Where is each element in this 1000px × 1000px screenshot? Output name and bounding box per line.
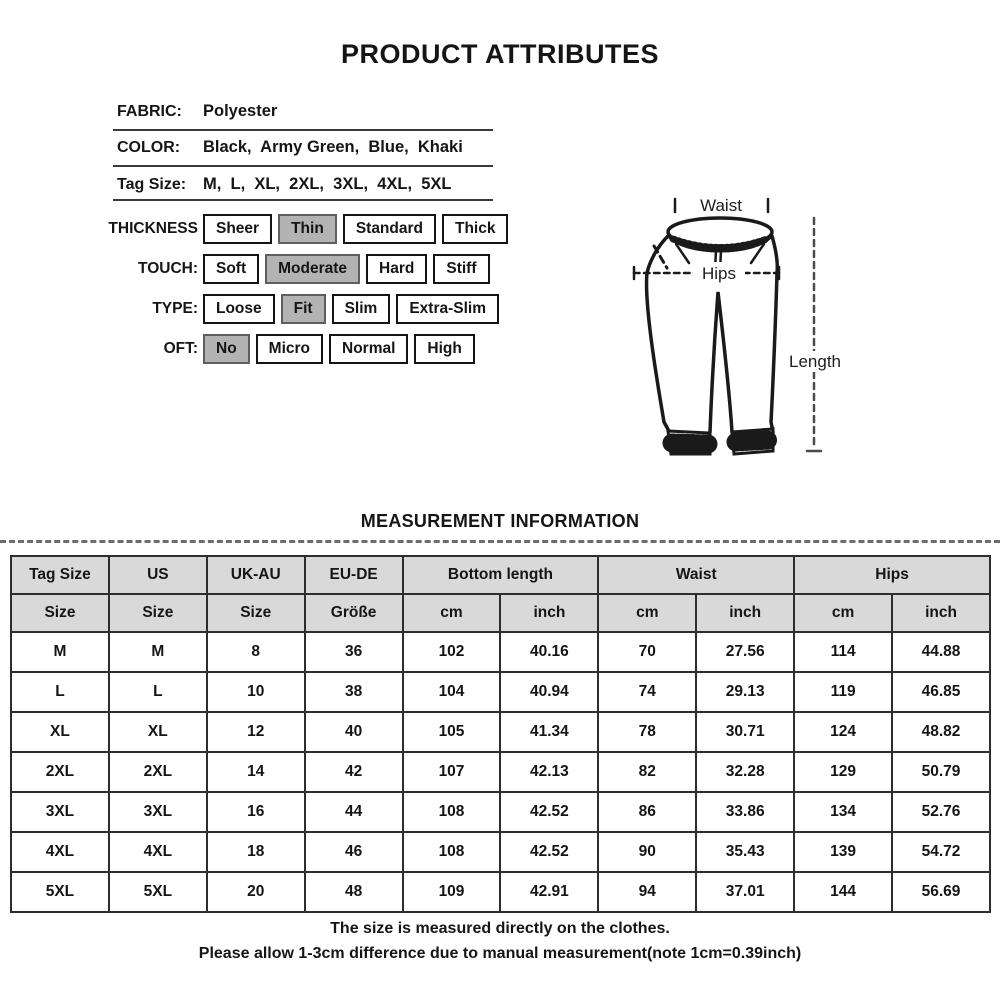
table-cell: 40.16 [500, 632, 598, 672]
table-cell: 37.01 [696, 872, 794, 912]
option-button[interactable]: Stiff [433, 254, 489, 284]
separator-line [113, 165, 493, 167]
table-cell: 10 [207, 672, 305, 712]
option-button[interactable]: Soft [203, 254, 259, 284]
attribute-value: Polyester [203, 102, 278, 120]
column-group-header: Hips [794, 556, 990, 594]
column-group-header: Bottom length [403, 556, 599, 594]
column-group-header: Waist [598, 556, 794, 594]
option-button[interactable]: No [203, 334, 250, 364]
table-cell: XL [109, 712, 207, 752]
table-cell: 46 [305, 832, 403, 872]
table-cell: 74 [598, 672, 696, 712]
table-cell: 70 [598, 632, 696, 672]
measurement-heading: MEASUREMENT INFORMATION [360, 511, 640, 531]
attribute-row-fabric [117, 102, 497, 121]
option-row-label: TOUCH: [138, 260, 198, 277]
table-cell: 4XL [11, 832, 109, 872]
option-button[interactable]: Micro [256, 334, 323, 364]
option-button[interactable]: Sheer [203, 214, 272, 244]
attribute-label: FABRIC: [117, 103, 182, 120]
table-cell: 105 [403, 712, 501, 752]
table-row [11, 872, 990, 912]
table-cell: 16 [207, 792, 305, 832]
measurement-table-body [11, 632, 990, 912]
option-row-label: OFT: [163, 340, 198, 357]
table-cell: 114 [794, 632, 892, 672]
table-cell: 78 [598, 712, 696, 752]
column-group-header: EU-DE [305, 556, 403, 594]
table-cell: 90 [598, 832, 696, 872]
table-row [11, 832, 990, 872]
table-cell: 50.79 [892, 752, 990, 792]
dashed-divider [0, 540, 1000, 543]
table-cell: 3XL [11, 792, 109, 832]
table-cell: 44.88 [892, 632, 990, 672]
length-label: Length [789, 352, 841, 371]
table-cell: 48.82 [892, 712, 990, 752]
table-cell: 2XL [109, 752, 207, 792]
table-cell: 119 [794, 672, 892, 712]
table-cell: 52.76 [892, 792, 990, 832]
table-cell: 94 [598, 872, 696, 912]
table-cell: L [11, 672, 109, 712]
table-cell: 12 [207, 712, 305, 752]
table-cell: 48 [305, 872, 403, 912]
table-cell: 27.56 [696, 632, 794, 672]
measurement-note: Please allow 1-3cm difference due to manual measurement(note 1cm=0.39inch) [198, 945, 802, 962]
attribute-value: M, L, XL, 2XL, 3XL, 4XL, 5XL [203, 175, 452, 193]
table-cell: 3XL [109, 792, 207, 832]
option-button[interactable]: Fit [281, 294, 326, 324]
measurement-note: The size is measured directly on the clothes. [330, 920, 670, 937]
table-cell: 139 [794, 832, 892, 872]
option-button[interactable]: Extra-Slim [396, 294, 499, 324]
table-cell: 44 [305, 792, 403, 832]
option-button[interactable]: Moderate [265, 254, 360, 284]
table-cell: M [109, 632, 207, 672]
measurement-table [10, 555, 991, 913]
table-row [11, 752, 990, 792]
attribute-row-tag-size [117, 175, 497, 194]
column-group-header: US [109, 556, 207, 594]
table-cell: 129 [794, 752, 892, 792]
table-cell: 40 [305, 712, 403, 752]
table-cell: 42.52 [500, 832, 598, 872]
page-title: PRODUCT ATTRIBUTES [341, 39, 659, 69]
table-cell: 104 [403, 672, 501, 712]
table-cell: 20 [207, 872, 305, 912]
table-cell: 56.69 [892, 872, 990, 912]
option-button[interactable]: Normal [329, 334, 408, 364]
table-cell: 18 [207, 832, 305, 872]
option-button[interactable]: Hard [366, 254, 427, 284]
column-sub-header: cm [403, 594, 501, 632]
option-button[interactable]: Slim [332, 294, 391, 324]
option-row [0, 294, 505, 324]
table-cell: 82 [598, 752, 696, 792]
table-row [11, 632, 990, 672]
table-cell: 8 [207, 632, 305, 672]
table-cell: 35.43 [696, 832, 794, 872]
column-sub-header: inch [696, 594, 794, 632]
table-cell: 42 [305, 752, 403, 792]
column-group-header: UK-AU [207, 556, 305, 594]
pants-measurement-diagram [630, 170, 910, 480]
measurement-table-head [11, 556, 990, 632]
table-cell: 86 [598, 792, 696, 832]
option-button[interactable]: High [414, 334, 474, 364]
table-cell: 134 [794, 792, 892, 832]
table-cell: 41.34 [500, 712, 598, 752]
table-cell: 124 [794, 712, 892, 752]
column-sub-header: inch [892, 594, 990, 632]
attribute-label: Tag Size: [117, 176, 187, 193]
column-sub-header: cm [598, 594, 696, 632]
table-cell: 33.86 [696, 792, 794, 832]
table-cell: 2XL [11, 752, 109, 792]
table-cell: 29.13 [696, 672, 794, 712]
option-button[interactable]: Standard [343, 214, 436, 244]
option-row [0, 254, 496, 284]
table-row [11, 712, 990, 752]
table-cell: 144 [794, 872, 892, 912]
option-button[interactable]: Thick [442, 214, 508, 244]
column-sub-header: Size [11, 594, 109, 632]
table-cell: 4XL [109, 832, 207, 872]
table-cell: 14 [207, 752, 305, 792]
table-cell: 54.72 [892, 832, 990, 872]
table-cell: 108 [403, 792, 501, 832]
option-button[interactable]: Thin [278, 214, 337, 244]
table-cell: 102 [403, 632, 501, 672]
table-cell: 42.91 [500, 872, 598, 912]
column-group-header: Tag Size [11, 556, 109, 594]
table-cell: L [109, 672, 207, 712]
separator-line [113, 199, 493, 201]
attribute-row-color [117, 138, 497, 157]
table-cell: 5XL [109, 872, 207, 912]
table-cell: XL [11, 712, 109, 752]
waist-label: Waist [700, 196, 742, 215]
table-row [11, 792, 990, 832]
separator-line [113, 129, 493, 131]
column-sub-header: Größe [305, 594, 403, 632]
table-cell: 42.13 [500, 752, 598, 792]
option-row [0, 334, 481, 364]
hips-label: Hips [701, 264, 737, 283]
attribute-value: Black, Army Green, Blue, Khaki [203, 138, 463, 156]
option-row [0, 214, 514, 244]
column-sub-header: Size [109, 594, 207, 632]
table-cell: 5XL [11, 872, 109, 912]
column-sub-header: cm [794, 594, 892, 632]
table-cell: 107 [403, 752, 501, 792]
table-cell: 42.52 [500, 792, 598, 832]
table-cell: 38 [305, 672, 403, 712]
table-cell: 32.28 [696, 752, 794, 792]
option-button[interactable]: Loose [203, 294, 275, 324]
table-cell: 109 [403, 872, 501, 912]
column-sub-header: Size [207, 594, 305, 632]
column-sub-header: inch [500, 594, 598, 632]
table-cell: M [11, 632, 109, 672]
table-row [11, 672, 990, 712]
table-cell: 40.94 [500, 672, 598, 712]
option-row-label: THICKNESS [108, 220, 198, 237]
table-cell: 46.85 [892, 672, 990, 712]
table-cell: 108 [403, 832, 501, 872]
table-cell: 36 [305, 632, 403, 672]
option-row-label: TYPE: [152, 300, 198, 317]
attribute-label: COLOR: [117, 139, 181, 156]
table-cell: 30.71 [696, 712, 794, 752]
